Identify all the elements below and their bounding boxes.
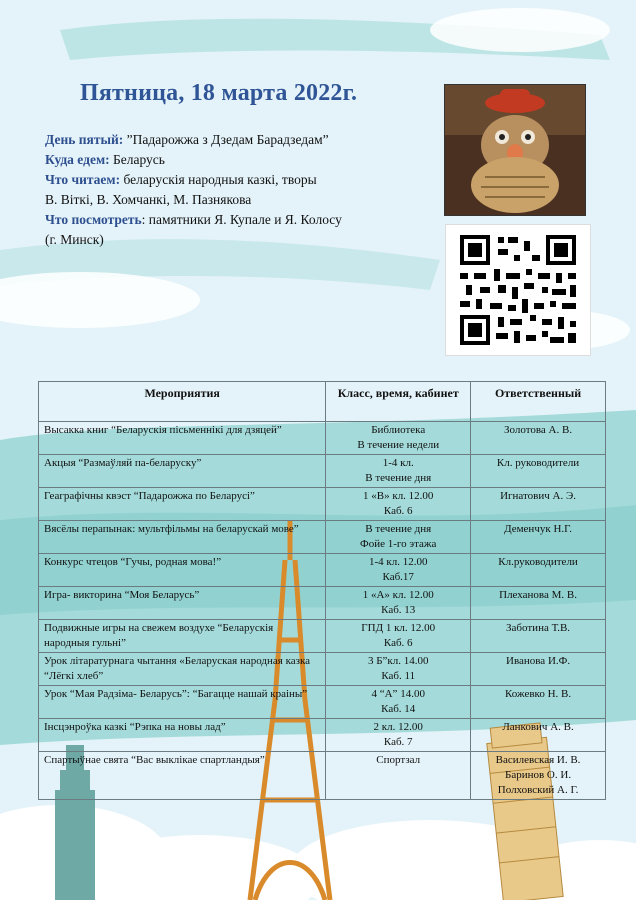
row-place (326, 686, 471, 719)
row-responsible: Кл. руководители (471, 455, 606, 488)
info-day-label: День пятый: (45, 132, 124, 147)
row-place-line-1: 4 “А” 14.00 (371, 688, 425, 700)
character-illustration (445, 85, 585, 215)
row-place (326, 455, 471, 488)
info-read-value: беларускія народныя казкі, творы (120, 172, 317, 187)
info-where-value: Беларусь (109, 152, 165, 167)
table-row (39, 686, 606, 719)
row-place (326, 653, 471, 686)
page-title: Пятница, 18 марта 2022г. (80, 80, 358, 106)
row-place (326, 554, 471, 587)
table-row (39, 653, 606, 686)
row-responsible-line-2: Баринов О. И. (505, 769, 572, 781)
row-event: Вясёлы перапынак: мультфільмы на беларускай мове” (39, 521, 326, 554)
row-place-line-2: Каб. 6 (383, 637, 413, 649)
row-place-line-2: Каб. 6 (383, 505, 413, 517)
row-place-line-1: 3 Б”кл. 14.00 (367, 655, 429, 667)
row-responsible (471, 752, 606, 800)
row-responsible: Деменчук Н.Г. (471, 521, 606, 554)
row-place-line-1: Спортзал (376, 754, 421, 766)
row-event: Высакка книг “Беларускія пісьменнікі для дзяцей” (39, 422, 326, 455)
row-place (326, 719, 471, 752)
row-place-line-2: Каб. 13 (381, 604, 416, 616)
header-class-time: Класс, время, кабинет (326, 382, 471, 422)
info-see-line-2: (г. Минск) (45, 232, 104, 247)
row-responsible: Кл.руководители (471, 554, 606, 587)
table-row (39, 752, 606, 800)
row-responsible: Плеханова М. В. (471, 587, 606, 620)
row-event: Урок “Мая Радзіма- Беларусь”: “Багацце нашай краіны” (39, 686, 326, 719)
row-event: Подвижные игры на свежем воздухе “Беларускія народныя гульні” (39, 620, 326, 653)
row-place (326, 587, 471, 620)
row-event: Игра- викторина “Моя Беларусь” (39, 587, 326, 620)
row-place-line-1: 1-4 кл. (382, 457, 414, 469)
table-row (39, 620, 606, 653)
info-read-line-2: В. Віткі, В. Хомчанкі, М. Пазнякова (45, 192, 252, 207)
row-place (326, 521, 471, 554)
row-responsible: Заботина Т.В. (471, 620, 606, 653)
table-row (39, 455, 606, 488)
info-read-label: Что читаем: (45, 172, 121, 187)
qr-code-image (446, 225, 590, 355)
row-responsible: Золотова А. В. (471, 422, 606, 455)
row-event: Спартыўнае свята “Вас выклікае спартландыя” (39, 752, 326, 800)
row-responsible: Кожевко Н. В. (471, 686, 606, 719)
table-row (39, 587, 606, 620)
row-place-line-1: ГПД 1 кл. 12.00 (361, 622, 436, 634)
row-place (326, 752, 471, 800)
row-place-line-1: 2 кл. 12.00 (373, 721, 423, 733)
row-responsible: Игнатович А. Э. (471, 488, 606, 521)
row-place-line-2: В течение дня (365, 472, 432, 484)
row-place-line-2: Каб. 11 (381, 670, 416, 682)
row-event: Урок літаратурнага чытання «Беларуская народная казка “Лёгкі хлеб” (39, 653, 326, 686)
row-place (326, 620, 471, 653)
header-event: Мероприятия (39, 382, 326, 422)
table-header-row (39, 382, 606, 422)
row-place-line-1: 1-4 кл. 12.00 (368, 556, 428, 568)
row-event: Інсцэнроўка казкі “Рэпка на новы лад” (39, 719, 326, 752)
qr-code[interactable] (445, 224, 591, 356)
row-place-line-2: Каб.17 (382, 571, 414, 583)
info-day-value: ”Падарожжа з Дзедам Барадзедам” (123, 132, 329, 147)
info-see-line (45, 210, 435, 230)
table-row (39, 719, 606, 752)
table-row (39, 521, 606, 554)
character-photo (444, 84, 586, 216)
row-place-line-2: Каб. 14 (381, 703, 416, 715)
row-responsible: Ланкович А. В. (471, 719, 606, 752)
info-where-line (45, 150, 435, 170)
events-table (38, 381, 606, 800)
row-event: Конкурс чтецов “Гучы, родная мова!” (39, 554, 326, 587)
info-read-line (45, 170, 435, 190)
row-place-line-2: Каб. 7 (383, 736, 413, 748)
row-place-line-2: Фойе 1-го этажа (360, 538, 437, 550)
info-see-value: : памятники Я. Купале и Я. Колосу (141, 212, 342, 227)
table-row (39, 488, 606, 521)
row-responsible: Иванова И.Ф. (471, 653, 606, 686)
row-place-line-1: В течение дня (365, 523, 432, 535)
row-place-line-2: В течение недели (357, 439, 440, 451)
row-event: Геаграфічны квэст “Падарожжа по Беларусі” (39, 488, 326, 521)
info-where-label: Куда едем: (45, 152, 110, 167)
row-place (326, 488, 471, 521)
row-place-line-1: 1 «В» кл. 12.00 (363, 490, 434, 502)
table-row (39, 422, 606, 455)
row-event: Акцыя “Размаўляй па-беларуску” (39, 455, 326, 488)
header-responsible: Ответственный (471, 382, 606, 422)
row-place-line-1: Библиотека (371, 424, 426, 436)
row-responsible-line-3: Полховский А. Г. (497, 784, 579, 796)
row-responsible-line-1: Василевская И. В. (495, 754, 581, 766)
info-day-line (45, 130, 435, 150)
table-row (39, 554, 606, 587)
row-place (326, 422, 471, 455)
row-place-line-1: 1 «А» кл. 12.00 (362, 589, 434, 601)
info-block (45, 130, 435, 250)
info-see-label: Что посмотреть (45, 212, 142, 227)
